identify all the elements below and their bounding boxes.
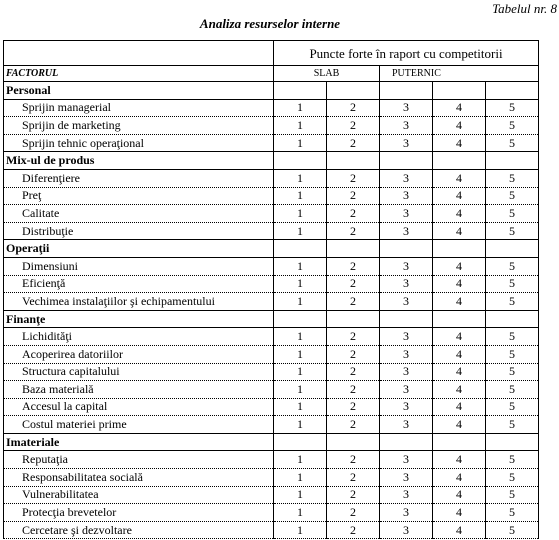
score-cell: 4: [433, 451, 486, 469]
section-row: [4, 152, 539, 170]
score-cell: 2: [327, 205, 380, 223]
score-cell: 2: [327, 293, 380, 311]
score-cell: 2: [327, 169, 380, 187]
score-cell: 2: [327, 328, 380, 346]
section-title: Finanţe: [4, 310, 274, 328]
score-cell: 2: [327, 222, 380, 240]
score-cell: 4: [433, 187, 486, 205]
table-row: [4, 345, 539, 363]
score-cell: 5: [486, 187, 539, 205]
factor-label: Vulnerabilitatea: [4, 486, 274, 504]
table-row: [4, 451, 539, 469]
score-cell: 1: [274, 398, 327, 416]
score-cell: 3: [380, 345, 433, 363]
score-cell: 2: [327, 416, 380, 434]
section-empty-cell: [380, 310, 433, 328]
factor-label: Responsabilitatea socială: [4, 469, 274, 487]
score-cell: 5: [486, 363, 539, 381]
score-cell: 2: [327, 257, 380, 275]
score-cell: 4: [433, 99, 486, 117]
score-cell: 2: [327, 363, 380, 381]
score-cell: 2: [327, 134, 380, 152]
score-cell: 1: [274, 257, 327, 275]
score-cell: 3: [380, 117, 433, 135]
score-cell: 5: [486, 521, 539, 539]
strengths-header: Puncte forte în raport cu competitorii: [274, 41, 539, 66]
table-row: [4, 521, 539, 539]
section-empty-cell: [433, 433, 486, 451]
section-empty-cell: [274, 310, 327, 328]
section-empty-cell: [486, 152, 539, 170]
score-cell: 3: [380, 328, 433, 346]
factor-label: Calitate: [4, 205, 274, 223]
table-row: [4, 328, 539, 346]
score-cell: 1: [274, 205, 327, 223]
score-cell: 5: [486, 398, 539, 416]
score-cell: 4: [433, 469, 486, 487]
section-empty-cell: [486, 82, 539, 100]
score-cell: 1: [274, 486, 327, 504]
score-cell: 2: [327, 275, 380, 293]
score-cell: 3: [380, 398, 433, 416]
table-row: [4, 381, 539, 399]
score-cell: 5: [486, 416, 539, 434]
score-cell: 2: [327, 381, 380, 399]
factor-label: Sprijin managerial: [4, 99, 274, 117]
score-cell: 1: [274, 451, 327, 469]
score-cell: 4: [433, 381, 486, 399]
score-cell: 4: [433, 363, 486, 381]
score-cell: 1: [274, 504, 327, 522]
score-cell: 1: [274, 117, 327, 135]
score-cell: 3: [380, 257, 433, 275]
section-empty-cell: [433, 82, 486, 100]
score-cell: 4: [433, 521, 486, 539]
table-row: [4, 416, 539, 434]
section-empty-cell: [274, 152, 327, 170]
score-cell: 5: [486, 486, 539, 504]
factor-label: Accesul la capital: [4, 398, 274, 416]
score-cell: 5: [486, 257, 539, 275]
strong-header: PUTERNIC: [380, 66, 539, 82]
score-cell: 2: [327, 451, 380, 469]
score-cell: 4: [433, 345, 486, 363]
score-cell: 5: [486, 345, 539, 363]
table-row: [4, 293, 539, 311]
score-cell: 4: [433, 486, 486, 504]
score-cell: 1: [274, 363, 327, 381]
score-cell: 3: [380, 469, 433, 487]
score-cell: 4: [433, 222, 486, 240]
score-cell: 4: [433, 293, 486, 311]
score-cell: 4: [433, 257, 486, 275]
header-blank-cell: [4, 41, 274, 66]
factor-label: Cercetare şi dezvoltare: [4, 521, 274, 539]
factor-header: FACTORUL: [4, 66, 274, 82]
score-cell: 5: [486, 275, 539, 293]
score-cell: 5: [486, 117, 539, 135]
section-empty-cell: [327, 152, 380, 170]
score-cell: 5: [486, 169, 539, 187]
score-cell: 3: [380, 187, 433, 205]
score-cell: 4: [433, 205, 486, 223]
score-cell: 3: [380, 504, 433, 522]
score-cell: 1: [274, 345, 327, 363]
score-cell: 1: [274, 469, 327, 487]
table-row: [4, 486, 539, 504]
factor-label: Reputaţia: [4, 451, 274, 469]
internal-resources-table: [3, 40, 539, 539]
section-empty-cell: [327, 82, 380, 100]
section-row: [4, 310, 539, 328]
factor-label: Distribuţie: [4, 222, 274, 240]
score-cell: 5: [486, 293, 539, 311]
score-cell: 3: [380, 521, 433, 539]
section-title: Imateriale: [4, 433, 274, 451]
score-cell: 2: [327, 521, 380, 539]
score-cell: 4: [433, 328, 486, 346]
table-row: [4, 275, 539, 293]
section-title: Operaţii: [4, 240, 274, 258]
section-empty-cell: [380, 82, 433, 100]
score-cell: 2: [327, 398, 380, 416]
score-cell: 1: [274, 293, 327, 311]
table-row: [4, 222, 539, 240]
score-cell: 4: [433, 117, 486, 135]
score-cell: 3: [380, 416, 433, 434]
factor-label: Acoperirea datoriilor: [4, 345, 274, 363]
table-row: [4, 187, 539, 205]
table-row: [4, 134, 539, 152]
section-empty-cell: [380, 433, 433, 451]
score-cell: 3: [380, 293, 433, 311]
score-cell: 2: [327, 469, 380, 487]
factor-label: Vechimea instalaţiilor şi echipamentului: [4, 293, 274, 311]
table-row: [4, 117, 539, 135]
section-empty-cell: [380, 152, 433, 170]
table-title: Analiza resurselor interne: [199, 16, 341, 31]
factor-label: Eficienţă: [4, 275, 274, 293]
score-cell: 3: [380, 134, 433, 152]
score-cell: 3: [380, 451, 433, 469]
score-cell: 1: [274, 99, 327, 117]
score-cell: 4: [433, 398, 486, 416]
score-cell: 1: [274, 521, 327, 539]
score-cell: 5: [486, 222, 539, 240]
section-empty-cell: [274, 82, 327, 100]
factor-label: Protecţia brevetelor: [4, 504, 274, 522]
score-cell: 1: [274, 381, 327, 399]
section-empty-cell: [433, 310, 486, 328]
score-cell: 5: [486, 469, 539, 487]
score-cell: 5: [486, 134, 539, 152]
score-cell: 5: [486, 504, 539, 522]
section-empty-cell: [380, 240, 433, 258]
table-row: [4, 398, 539, 416]
score-cell: 3: [380, 275, 433, 293]
factor-label: Structura capitalului: [4, 363, 274, 381]
score-cell: 5: [486, 205, 539, 223]
score-cell: 3: [380, 381, 433, 399]
weak-header: SLAB: [274, 66, 380, 82]
score-cell: 2: [327, 345, 380, 363]
table-row: [4, 99, 539, 117]
score-cell: 4: [433, 134, 486, 152]
score-cell: 3: [380, 205, 433, 223]
score-cell: 4: [433, 416, 486, 434]
table-row: [4, 469, 539, 487]
table-row: [4, 363, 539, 381]
section-empty-cell: [327, 433, 380, 451]
score-cell: 1: [274, 416, 327, 434]
score-cell: 5: [486, 328, 539, 346]
table-row: [4, 169, 539, 187]
score-cell: 2: [327, 187, 380, 205]
table-number: Tabelul nr. 8: [492, 1, 557, 16]
section-row: [4, 82, 539, 100]
section-empty-cell: [486, 433, 539, 451]
table-row: [4, 205, 539, 223]
score-cell: 2: [327, 99, 380, 117]
score-cell: 5: [486, 99, 539, 117]
section-empty-cell: [433, 240, 486, 258]
score-cell: 1: [274, 328, 327, 346]
score-cell: 5: [486, 451, 539, 469]
score-cell: 2: [327, 117, 380, 135]
score-cell: 1: [274, 187, 327, 205]
factor-label: Diferenţiere: [4, 169, 274, 187]
section-empty-cell: [327, 310, 380, 328]
score-cell: 3: [380, 486, 433, 504]
section-empty-cell: [327, 240, 380, 258]
score-cell: 3: [380, 363, 433, 381]
section-empty-cell: [486, 310, 539, 328]
score-cell: 4: [433, 275, 486, 293]
table-row: [4, 504, 539, 522]
score-cell: 2: [327, 504, 380, 522]
section-empty-cell: [486, 240, 539, 258]
section-empty-cell: [433, 152, 486, 170]
score-cell: 2: [327, 486, 380, 504]
factor-label: Sprijin tehnic operaţional: [4, 134, 274, 152]
factor-label: Sprijin de marketing: [4, 117, 274, 135]
score-cell: 1: [274, 134, 327, 152]
section-row: [4, 240, 539, 258]
table-row: [4, 257, 539, 275]
factor-label: Preţ: [4, 187, 274, 205]
score-cell: 5: [486, 381, 539, 399]
section-title: Personal: [4, 82, 274, 100]
score-cell: 4: [433, 169, 486, 187]
score-cell: 1: [274, 169, 327, 187]
score-cell: 4: [433, 504, 486, 522]
factor-label: Dimensiuni: [4, 257, 274, 275]
section-title: Mix-ul de produs: [4, 152, 274, 170]
section-empty-cell: [274, 433, 327, 451]
score-cell: 3: [380, 222, 433, 240]
score-cell: 1: [274, 222, 327, 240]
factor-label: Lichidităţi: [4, 328, 274, 346]
factor-label: Costul materiei prime: [4, 416, 274, 434]
score-cell: 3: [380, 99, 433, 117]
section-empty-cell: [274, 240, 327, 258]
section-row: [4, 433, 539, 451]
score-cell: 3: [380, 169, 433, 187]
factor-label: Baza materială: [4, 381, 274, 399]
score-cell: 1: [274, 275, 327, 293]
